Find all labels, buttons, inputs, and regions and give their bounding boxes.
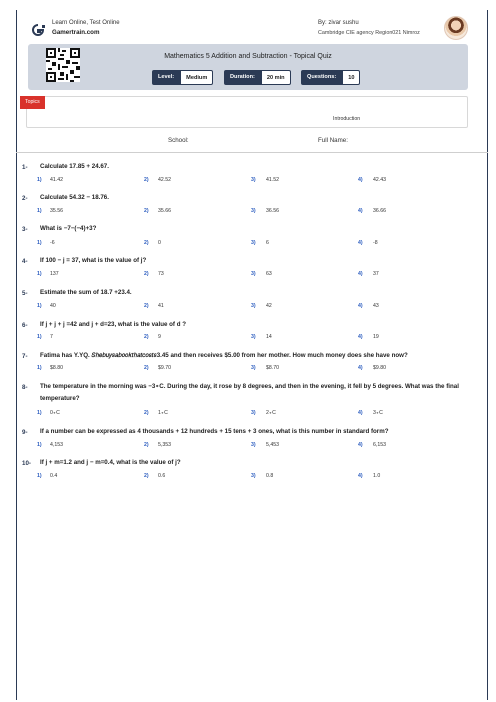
duration-label: Duration: [224,70,261,85]
option-number: 1) [37,442,42,448]
option-value[interactable]: 137 [50,271,59,277]
option-value[interactable]: 43 [373,303,379,309]
question-number: 6- [22,322,28,329]
option-value[interactable]: 41 [158,303,164,309]
option-value[interactable]: 1.0 [373,473,381,479]
option-value[interactable]: $9.70 [158,365,171,371]
question-text: If j + m=1.2 and j − m=0.4, what is the value of j? [40,459,181,466]
topics-box [26,96,468,128]
option-value[interactable]: 41.52 [266,177,279,183]
option-number: 2) [144,177,149,183]
option-number: 4) [358,473,363,479]
level-pill [152,70,213,85]
school-label: School: [168,137,189,144]
option-value[interactable]: 0.4 [50,473,58,479]
question-text: The temperature in the morning was −3∘C. During the day, it rose by 8 degrees, and then in the evening, it fell by 5 degrees. What was the final temperature? [40,383,459,402]
option-number: 4) [358,271,363,277]
option-number: 2) [144,410,149,416]
option-value[interactable]: 40 [50,303,56,309]
option-number: 2) [144,442,149,448]
option-number: 1) [37,240,42,246]
option-value[interactable]: 42 [266,303,272,309]
option-number: 3) [251,240,256,246]
option-value[interactable]: 41.42 [50,177,63,183]
option-value[interactable]: 6 [266,240,269,246]
option-number: 3) [251,365,256,371]
option-number: 4) [358,442,363,448]
question-number: 9- [22,429,28,436]
option-value[interactable]: 5,453 [266,442,279,448]
option-value[interactable]: 2∘C [266,410,276,416]
option-number: 2) [144,334,149,340]
option-value[interactable]: 7 [50,334,53,340]
section-divider [16,152,488,153]
question-text: If j + j + j =42 and j + d=23, what is the value of d ? [40,321,186,328]
option-value[interactable]: 36.66 [373,208,386,214]
author-avatar [444,16,468,40]
option-number: 1) [37,365,42,371]
question-text: Fatima has Y.YQ. 𝑆ℎ𝑒𝑏𝑢𝑦𝑠𝑎𝑏𝑜𝑜𝑘𝑡ℎ𝑎𝑡𝑐𝑜𝑠𝑡𝑠3.45 and then receives $5.00 from her mother. How much money does she have now? [40,352,408,359]
option-number: 2) [144,208,149,214]
option-number: 1) [37,334,42,340]
quiz-title: Mathematics 5 Addition and Subtraction - Topical Quiz [164,53,332,60]
question-text: If 100 − j = 37, what is the value of j? [40,257,147,264]
option-number: 1) [37,208,42,214]
question-number: 2- [22,195,28,202]
duration-value: 20 min [261,70,291,85]
option-value[interactable]: 35.56 [50,208,63,214]
option-value[interactable]: 1∘C [158,410,168,416]
option-number: 4) [358,177,363,183]
question-text: What is −7−(−4)+3? [40,225,97,232]
option-number: 3) [251,442,256,448]
option-number: 3) [251,271,256,277]
duration-pill [224,70,291,85]
option-value[interactable]: -6 [50,240,55,246]
question-number: 3- [22,226,28,233]
question-text: Estimate the sum of 18.7 +23.4. [40,289,132,296]
option-value[interactable]: 73 [158,271,164,277]
option-value[interactable]: 42.43 [373,177,386,183]
option-number: 2) [144,303,149,309]
option-number: 4) [358,208,363,214]
option-value[interactable]: 35.66 [158,208,171,214]
option-number: 4) [358,334,363,340]
option-value[interactable]: 4,153 [50,442,63,448]
option-number: 3) [251,303,256,309]
full-name-label: Full Name: [318,137,348,144]
option-value[interactable]: -8 [373,240,378,246]
question-number: 4- [22,258,28,265]
question-number: 7- [22,353,28,360]
question-number: 5- [22,290,28,297]
gamertrain-logo-icon [30,24,46,36]
level-value: Medium [180,70,213,85]
option-value[interactable]: 5,353 [158,442,171,448]
option-value[interactable]: $8.80 [50,365,63,371]
option-value[interactable]: 6,153 [373,442,386,448]
option-value[interactable]: 3∘C [373,410,383,416]
questions-label: Questions: [301,70,342,85]
option-number: 1) [37,177,42,183]
question-number: 8- [22,384,28,391]
question-text: If a number can be expressed as 4 thousands + 12 hundreds + 15 tens + 3 ones, what is this number in standard form? [40,428,389,435]
option-value[interactable]: 0.6 [158,473,166,479]
option-number: 2) [144,365,149,371]
topics-tag: Topics [20,96,45,109]
option-value[interactable]: 36.56 [266,208,279,214]
option-value[interactable]: 0 [158,240,161,246]
option-value[interactable]: $9.80 [373,365,386,371]
option-value[interactable]: 42.52 [158,177,171,183]
option-number: 3) [251,177,256,183]
brand-site[interactable]: Gamertrain.com [52,29,100,36]
option-number: 2) [144,271,149,277]
author-organization: Cambridge CIE agency Region021 Nimroz [318,30,420,36]
option-value[interactable]: 19 [373,334,379,340]
option-value[interactable]: 0∘C [50,410,60,416]
option-number: 3) [251,334,256,340]
option-number: 3) [251,473,256,479]
option-number: 1) [37,271,42,277]
option-number: 2) [144,473,149,479]
question-text: Calculate 17.85 + 24.67. [40,163,109,170]
brand-tagline: Learn Online, Test Online [52,20,120,26]
option-value[interactable]: 37 [373,271,379,277]
option-value[interactable]: 0.8 [266,473,274,479]
question-text: Calculate 54.32 − 18.76. [40,194,109,201]
questions-value: 10 [342,70,360,85]
option-value[interactable]: 14 [266,334,272,340]
option-number: 3) [251,208,256,214]
option-number: 3) [251,410,256,416]
topic-item: Introduction [333,116,361,122]
option-number: 4) [358,303,363,309]
option-number: 1) [37,473,42,479]
question-number: 1- [22,164,28,171]
option-number: 1) [37,303,42,309]
option-value[interactable]: $8.70 [266,365,279,371]
author-name: By: zivar sushu [318,20,359,26]
option-number: 4) [358,410,363,416]
questions-pill [301,70,360,85]
option-number: 4) [358,240,363,246]
option-value[interactable]: 63 [266,271,272,277]
option-number: 4) [358,365,363,371]
level-label: Level: [152,70,180,85]
question-number: 10- [22,460,31,467]
option-number: 2) [144,240,149,246]
option-number: 1) [37,410,42,416]
option-value[interactable]: 9 [158,334,161,340]
